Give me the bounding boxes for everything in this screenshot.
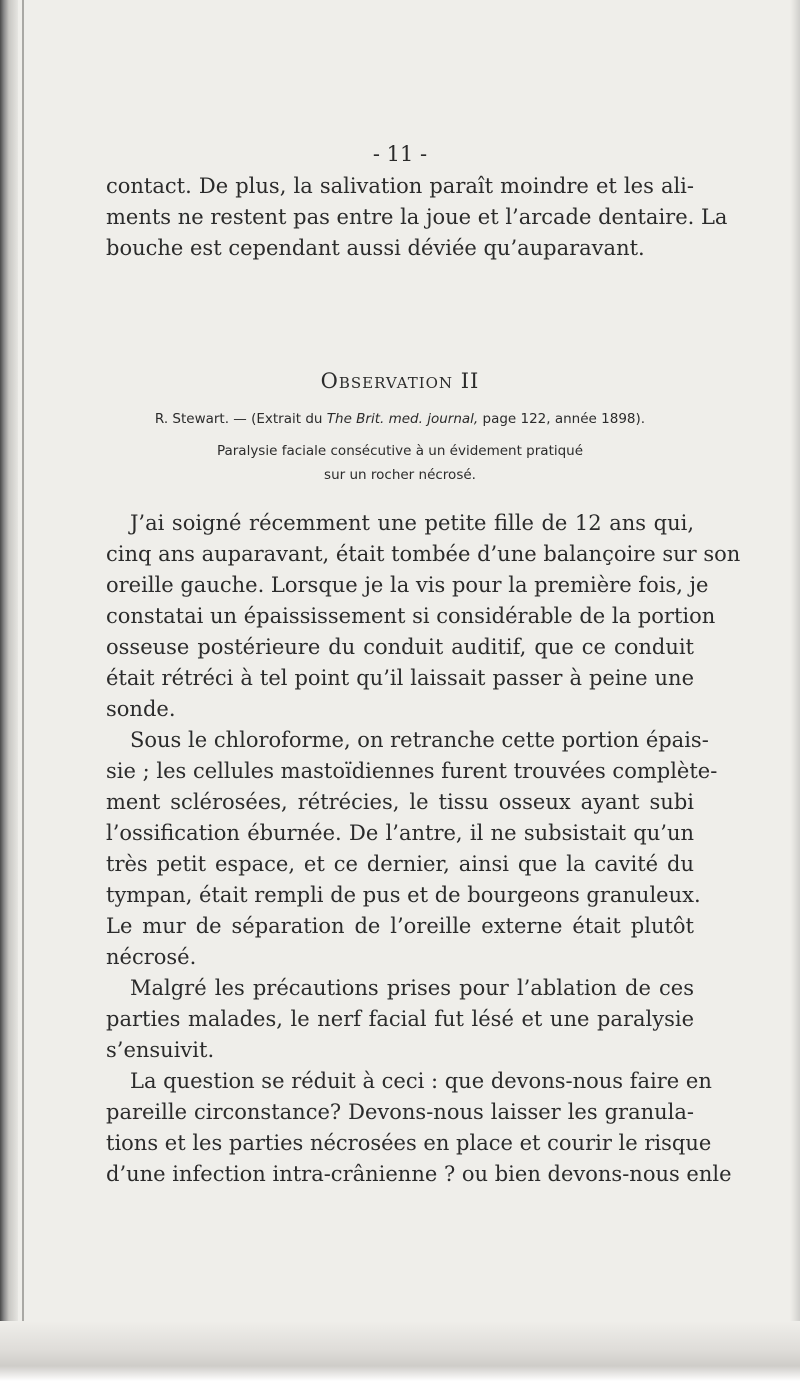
text-line: Sous le chloroforme, on retranche cette portion épais- (130, 728, 709, 752)
source-details: page 122, année 1898). (482, 411, 646, 427)
source-journal: The Brit. med. journal, (326, 411, 479, 427)
text-line: La question se réduit à ceci : que devons-nous faire en (130, 1069, 712, 1093)
page-bottom-edge (0, 1321, 800, 1381)
observation-subtitle-line: sur un rocher nécrosé. (324, 467, 476, 483)
text-line: oreille gauche. Lorsque je la vis pour la première fois, je (106, 573, 709, 597)
text-line: cinq ans auparavant, était tombée d’une balançoire sur son (106, 542, 741, 566)
page-fold-line (22, 0, 24, 1381)
text-line: constatai un épaississement si considérable de la portion (106, 604, 716, 628)
text-line: l’ossification éburnée. De l’antre, il ne subsistait qu’un (106, 821, 694, 845)
observation-title: Observation II (320, 369, 480, 393)
text-line: ments ne restent pas entre la joue et l’arcade dentaire. La (106, 205, 728, 229)
source-citation (0, 411, 800, 427)
text-line: sonde. (106, 697, 176, 721)
text-line: tympan, était rempli de pus et de bourgeons granuleux. (106, 883, 701, 907)
text-line: contact. De plus, la salivation paraît moindre et les ali- (106, 174, 694, 198)
page-binding-edge (0, 0, 18, 1381)
page-right-edge (790, 0, 800, 1381)
text-line: bouche est cependant aussi déviée qu’auparavant. (106, 236, 645, 260)
text-line: parties malades, le nerf facial fut lésé et une paralysie (106, 1007, 694, 1031)
text-line: ment sclérosées, rétrécies, le tissu osseux ayant subi (106, 790, 694, 814)
page-number: - 11 - (372, 142, 428, 166)
text-line: était rétréci à tel point qu’il laissait passer à peine une (106, 666, 694, 690)
text-line: Le mur de séparation de l’oreille externe était plutôt (106, 914, 694, 938)
text-line: très petit espace, et ce dernier, ainsi que la cavité du (106, 852, 694, 876)
text-line: J’ai soigné récemment une petite fille de 12 ans qui, (130, 511, 694, 535)
text-line: Malgré les précautions prises pour l’ablation de ces (130, 976, 694, 1000)
text-line: s’ensuivit. (106, 1038, 215, 1062)
text-line: osseuse postérieure du conduit auditif, que ce conduit (106, 635, 694, 659)
text-line: nécrosé. (106, 945, 197, 969)
text-line: sie ; les cellules mastoïdiennes furent trouvées complète- (106, 759, 718, 783)
source-author: R. Stewart. — (Extrait du (154, 411, 323, 427)
text-line: d’une infection intra-crânienne ? ou bien devons-nous enle (106, 1162, 732, 1186)
text-line: tions et les parties nécrosées en place et courir le risque (106, 1131, 712, 1155)
text-line: pareille circonstance? Devons-nous laisser les granula- (106, 1100, 694, 1124)
observation-subtitle-line: Paralysie faciale consécutive à un évidement pratiqué (216, 443, 584, 459)
